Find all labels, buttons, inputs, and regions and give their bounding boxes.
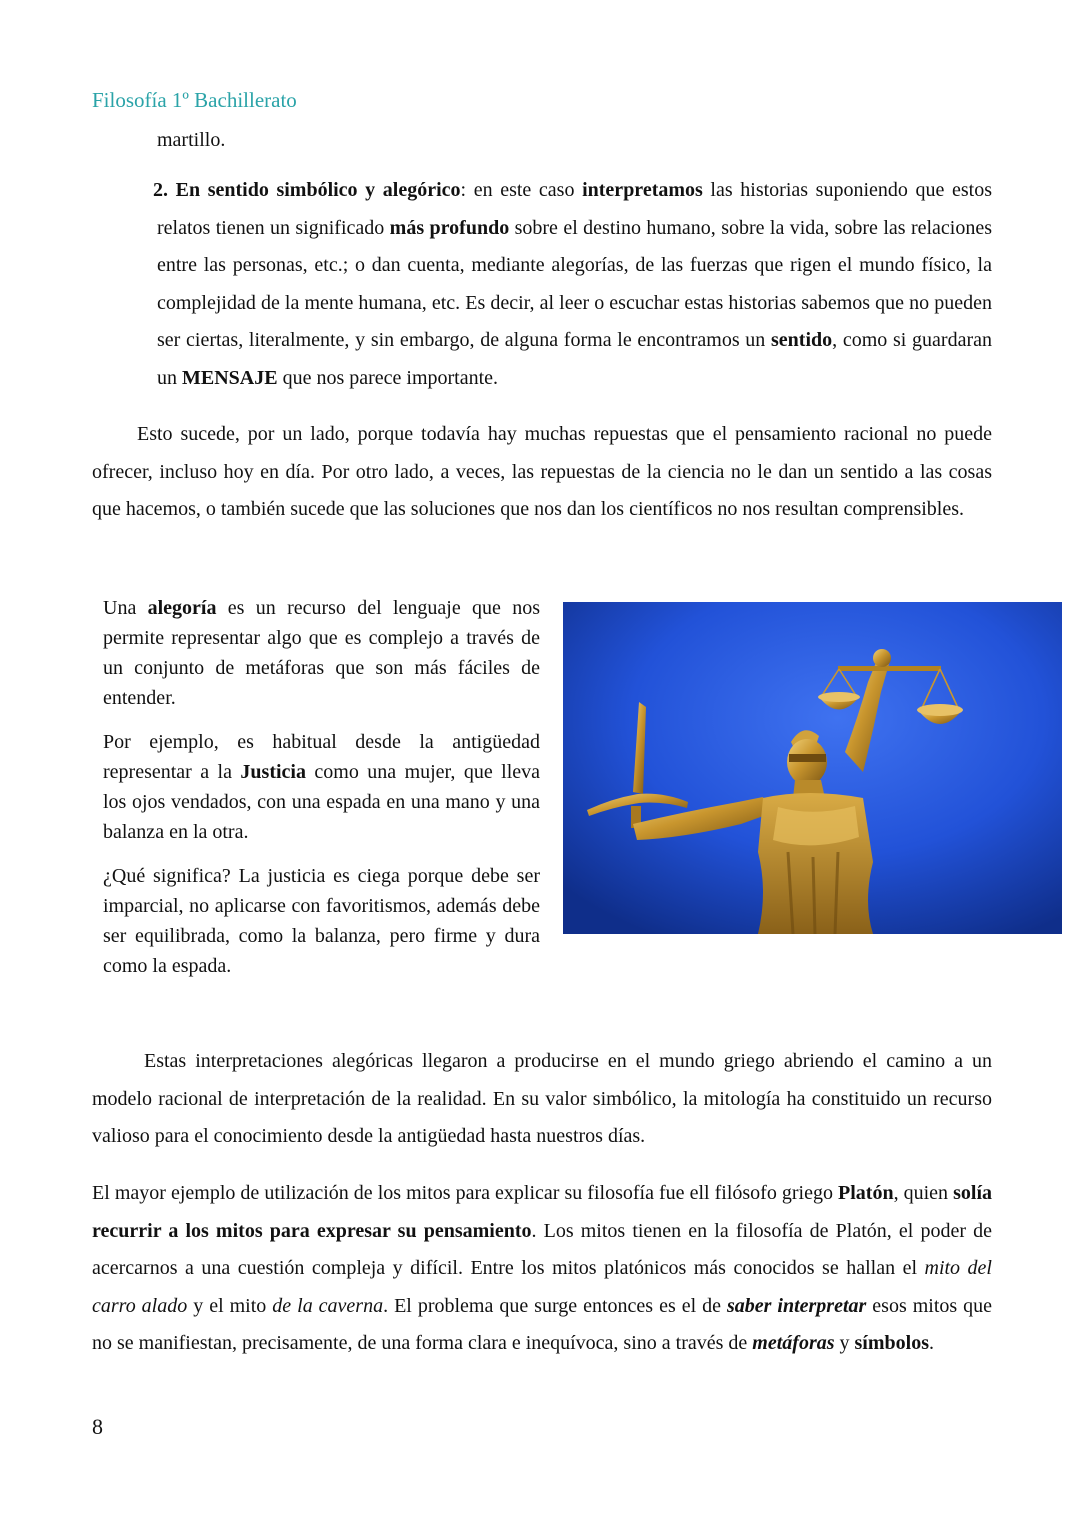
justice-statue-image xyxy=(563,602,1062,934)
bold-italic-term: metáforas xyxy=(752,1332,835,1354)
item-number: 2. xyxy=(153,179,168,201)
text-run: y xyxy=(834,1332,855,1354)
text-run: Por ejemplo, es habitual desde la antigüedad representar a la xyxy=(103,731,540,783)
paragraph-3 xyxy=(92,1175,992,1363)
bold-term: alegoría xyxy=(147,597,217,619)
paragraph-1: Esto sucede, por un lado, porque todavía hay muchas repuestas que el pensamiento racional no puede ofrecer, incluso hoy en día. Por otro lado, a veces, las repuestas de la ciencia no le dan un sentido a las cosas que hacemos, o también sucede que las soluciones que nos dan los científicos no nos resultan comprensibles. xyxy=(92,423,992,520)
text-run: . El problema que surge entonces es el de xyxy=(383,1294,727,1317)
text-run: , quien xyxy=(893,1182,954,1204)
text-run: que nos parece importante. xyxy=(277,366,499,389)
bold-term: sentido xyxy=(771,329,833,351)
sidebox-example xyxy=(103,727,540,847)
italic-term: de la caverna xyxy=(272,1294,384,1317)
text-run: . xyxy=(928,1332,934,1354)
bold-term: Justicia xyxy=(240,761,306,783)
text-run: , como si guardaran un xyxy=(157,329,992,389)
text-run: y el mito xyxy=(187,1294,273,1317)
bold-italic-term: saber interpretar xyxy=(726,1294,867,1317)
bold-term: MENSAJE xyxy=(182,366,278,389)
text-run: es un recurso del lenguaje que nos permite representar algo que es complejo a través de un conjunto de metáforas que son más fáciles de entender. xyxy=(103,597,540,709)
bold-term: símbolos xyxy=(854,1332,929,1354)
bold-term: interpretamos xyxy=(582,179,703,201)
text-run: Una xyxy=(103,597,148,619)
item-heading: En sentido simbólico y alegórico xyxy=(175,179,461,201)
text-run: como una mujer, que lleva los ojos vendados, con una espada en una mano y una balanza en la otra. xyxy=(103,761,541,843)
list-item-2 xyxy=(153,172,993,397)
bold-term: Platón xyxy=(838,1182,894,1204)
page-header: Filosofía 1º Bachillerato xyxy=(92,88,297,112)
text-run: . Los mitos tienen en la filosofía de Platón, el poder de acercarnos a una cuestión compleja y difícil. Entre los mitos platónicos más conocidos se hallan el xyxy=(92,1219,992,1279)
text-run: esos mitos que no se manifiestan, precisamente, de una forma clara e inequívoca, sino a través de xyxy=(92,1294,993,1354)
sidebox-meaning: ¿Qué significa? La justicia es ciega porque debe ser imparcial, no aplicarse con favoritismos, además debe ser equilibrada, como la balanza, pero firme y dura como la espada. xyxy=(103,865,540,977)
allegory-sidebox xyxy=(103,593,540,981)
text-run: : en este caso xyxy=(460,179,583,201)
paragraph-2: Estas interpretaciones alegóricas llegaron a producirse en el mundo griego abriendo el camino a un modelo racional de interpretación de la realidad. En su valor simbólico, la mitología ha constituido un recurso valioso para el conocimiento desde la antigüedad hasta nuestros días. xyxy=(92,1050,992,1147)
text-run: las historias suponiendo que estos relatos tienen un significado xyxy=(157,179,992,239)
sidebox-definition xyxy=(103,593,540,713)
bold-term: solía recurrir a los mitos para expresar su pensamiento xyxy=(92,1182,993,1242)
continued-line: martillo. xyxy=(157,129,226,151)
page-number: 8 xyxy=(92,1414,103,1439)
bold-term: más profundo xyxy=(389,216,510,239)
text-run: sobre el destino humano, sobre la vida, sobre las relaciones entre las personas, etc.; o dan cuenta, mediante alegorías, de las fuerzas que rigen el mundo físico, la complejidad de la mente humana, etc. Es decir, al leer o escuchar estas historias sabemos que no pueden ser ciertas, literalmente, y sin embargo, de alguna forma le encontramos un xyxy=(157,216,993,351)
text-run: El mayor ejemplo de utilización de los mitos para explicar su filosofía fue ell filósofo griego xyxy=(92,1182,839,1204)
italic-term: mito del carro alado xyxy=(92,1257,992,1317)
